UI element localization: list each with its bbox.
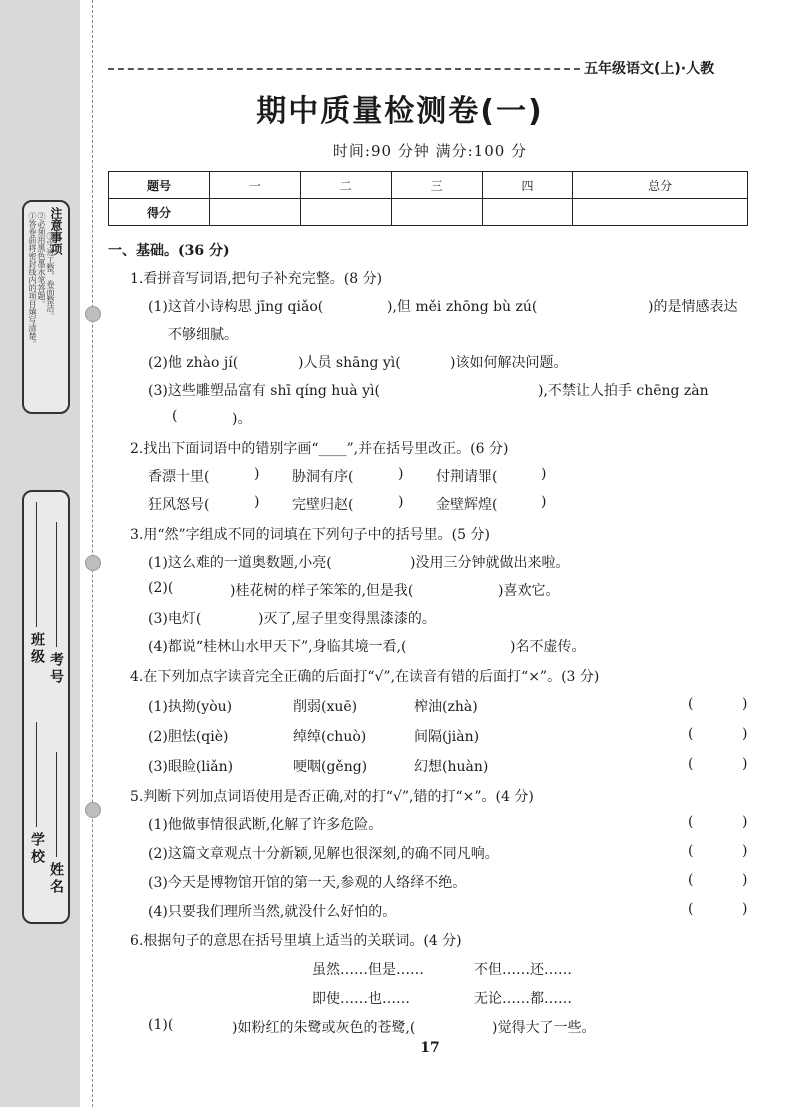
q3-line4-a: (4)都说“桂林山水甲天下”,身临其境一看,(: [148, 639, 407, 655]
q4-r2-c3: 间隔(jiàn): [414, 729, 480, 745]
score-table-header-row: [109, 172, 748, 199]
q2-word-1-close: ): [254, 466, 260, 482]
name-label: 姓名: [48, 862, 64, 896]
q1-line1-c: )的是情感表达: [648, 299, 738, 315]
q1-line3-b: ),不禁让人拍手 chēng zàn: [538, 383, 709, 399]
q5-item-3-paren-open[interactable]: (: [688, 872, 694, 888]
q4-r1-paren-open[interactable]: (: [688, 696, 694, 712]
q3-line1-a: (1)这么难的一道奥数题,小亮(: [148, 555, 332, 571]
header-dashed-line: [108, 68, 580, 70]
q6-option-4: 无论……都……: [474, 991, 572, 1007]
notice-item-1: ①答卷前将密封线内的项目填写清楚。: [28, 212, 37, 348]
q1-line1-a: (1)这首小诗构思 jīng qiǎo(: [148, 299, 324, 315]
notice-title: 注意事项: [49, 207, 63, 255]
q4-r1-c3: 榨油(zhà): [414, 699, 478, 715]
q6-stem: 6.根据句子的意思在括号里填上适当的关联词。(4 分): [130, 933, 462, 949]
exam-number-label: 考号: [48, 652, 64, 686]
class-label: 班级: [29, 632, 45, 666]
q2-word-2: 胁洞有序(: [292, 469, 354, 485]
q1-line2-c: )该如何解决问题。: [450, 355, 568, 371]
q6-option-2: 不但……还……: [474, 962, 572, 978]
page-title: 期中质量检测卷(一): [256, 94, 544, 129]
notice-box: [22, 200, 70, 414]
q2-word-6-close: ): [541, 494, 547, 510]
q4-stem: 4.在下列加点字读音完全正确的后面打“√”,在读音有错的后面打“×”。(3 分): [130, 669, 600, 685]
q2-word-4-close: ): [254, 494, 260, 510]
section-heading: 一、基础。(36 分): [108, 243, 230, 259]
notice-item-2: ②必须用黑色墨水笔答题。: [37, 212, 46, 308]
q3-stem: 3.用“然”字组成不同的词填在下列句子中的括号里。(5 分): [130, 527, 490, 543]
q4-r3-c2: 哽咽(gěng): [293, 759, 368, 775]
q1-stem: 1.看拼音写词语,把句子补充完整。(8 分): [130, 271, 383, 287]
col-2: 二: [300, 172, 391, 199]
q2-word-1: 香漂十里(: [148, 469, 210, 485]
q3-line4-b: )名不虚传。: [510, 639, 586, 655]
q1-line2-a: (2)他 zhào jí(: [148, 355, 239, 371]
school-line[interactable]: [36, 722, 37, 827]
binding-hole-1: [85, 306, 101, 322]
q4-r3-paren-close: ): [742, 756, 748, 772]
score-cell-3[interactable]: [391, 199, 482, 226]
student-info-box: [22, 490, 70, 924]
score-cell-total[interactable]: [573, 199, 748, 226]
q2-word-3: 付荆请罪(: [436, 469, 498, 485]
q5-item-4-paren-close: ): [742, 901, 748, 917]
q5-item-1: (1)他做事情很武断,化解了许多危险。: [148, 817, 383, 833]
q4-r1-c1: (1)执拗(yòu): [148, 699, 233, 715]
binding-hole-2: [85, 555, 101, 571]
q1-line2-b: )人员 shāng yì(: [298, 355, 401, 371]
q4-r2-paren-open[interactable]: (: [688, 726, 694, 742]
q2-word-2-close: ): [398, 466, 404, 482]
q5-item-2-paren-close: ): [742, 843, 748, 859]
q1-line3-c: (: [172, 408, 178, 424]
q1-line1-b: ),但 měi zhōng bù zú(: [387, 299, 538, 315]
q3-line3-a: (3)电灯(: [148, 611, 202, 627]
col-1: 一: [210, 172, 301, 199]
col-total: 总分: [573, 172, 748, 199]
notice-item-3: ③字迹工整，卷面整洁。: [46, 232, 55, 320]
q5-item-3: (3)今天是博物馆开馆的第一天,参观的人络绎不绝。: [148, 875, 467, 891]
q4-r3-c3: 幻想(huàn): [414, 759, 489, 775]
score-table-score-row: [109, 199, 748, 226]
q3-line3-b: )灭了,屋子里变得黑漆漆的。: [258, 611, 436, 627]
q4-r2-c2: 绰绰(chuò): [293, 729, 367, 745]
q5-item-4: (4)只要我们理所当然,就没什么好怕的。: [148, 904, 397, 920]
q3-line2-b: )桂花树的样子笨笨的,但是我(: [230, 583, 414, 599]
binding-hole-3: [85, 802, 101, 818]
q4-r1-c2: 削弱(xuē): [293, 699, 358, 715]
q4-r3-c1: (3)眼睑(liǎn): [148, 759, 234, 775]
score-cell-1[interactable]: [210, 199, 301, 226]
name-line[interactable]: [56, 752, 57, 857]
q4-r2-paren-close: ): [742, 726, 748, 742]
q4-r3-paren-open[interactable]: (: [688, 756, 694, 772]
q6-line1-c: )觉得大了一些。: [492, 1020, 596, 1036]
score-table: [108, 171, 748, 226]
q6-line1-a: (1)(: [148, 1017, 174, 1033]
page-number: 17: [420, 1040, 440, 1056]
q6-option-3: 即使……也……: [312, 991, 410, 1007]
q5-item-1-paren-open[interactable]: (: [688, 814, 694, 830]
book-series: 五年级语文(上)·人教: [584, 61, 715, 77]
time-and-score: 时间:90 分钟 满分:100 分: [332, 142, 528, 160]
q2-word-5: 完壁归赵(: [292, 497, 354, 513]
score-cell-4[interactable]: [482, 199, 573, 226]
score-label: 得分: [109, 199, 210, 226]
q2-word-4: 狂风怒号(: [148, 497, 210, 513]
q3-line2-a: (2)(: [148, 580, 174, 596]
question-number-label: 题号: [109, 172, 210, 199]
q2-word-6: 金壁辉煌(: [436, 497, 498, 513]
q6-line1-b: )如粉红的朱鹭或灰色的苍鹭,(: [232, 1020, 416, 1036]
q5-item-2: (2)这篇文章观点十分新颖,见解也很深刻,的确不同凡响。: [148, 846, 499, 862]
q1-line1-d: 不够细腻。: [168, 327, 238, 343]
q2-stem: 2.找出下面词语中的错别字画“____”,并在括号里改正。(6 分): [130, 441, 509, 457]
q5-item-1-paren-close: ): [742, 814, 748, 830]
q1-line3-d: )。: [232, 411, 252, 427]
class-line[interactable]: [36, 502, 37, 627]
q4-r2-c1: (2)胆怯(qiè): [148, 729, 229, 745]
q6-option-1: 虽然……但是……: [312, 962, 424, 978]
q4-r1-paren-close: ): [742, 696, 748, 712]
score-cell-2[interactable]: [300, 199, 391, 226]
q5-stem: 5.判断下列加点词语使用是否正确,对的打“√”,错的打“×”。(4 分): [130, 789, 534, 805]
q5-item-4-paren-open[interactable]: (: [688, 901, 694, 917]
seal-line: [92, 0, 93, 1107]
exam-number-line[interactable]: [56, 522, 57, 647]
q5-item-3-paren-close: ): [742, 872, 748, 888]
col-4: 四: [482, 172, 573, 199]
school-label: 学校: [29, 832, 45, 866]
q5-item-2-paren-open[interactable]: (: [688, 843, 694, 859]
q2-word-5-close: ): [398, 494, 404, 510]
q3-line1-b: )没用三分钟就做出来啦。: [410, 555, 570, 571]
q3-line2-c: )喜欢它。: [498, 583, 560, 599]
q2-word-3-close: ): [541, 466, 547, 482]
col-3: 三: [391, 172, 482, 199]
binding-margin: [0, 0, 80, 1107]
q1-line3-a: (3)这些雕塑品富有 shī qíng huà yì(: [148, 383, 380, 399]
